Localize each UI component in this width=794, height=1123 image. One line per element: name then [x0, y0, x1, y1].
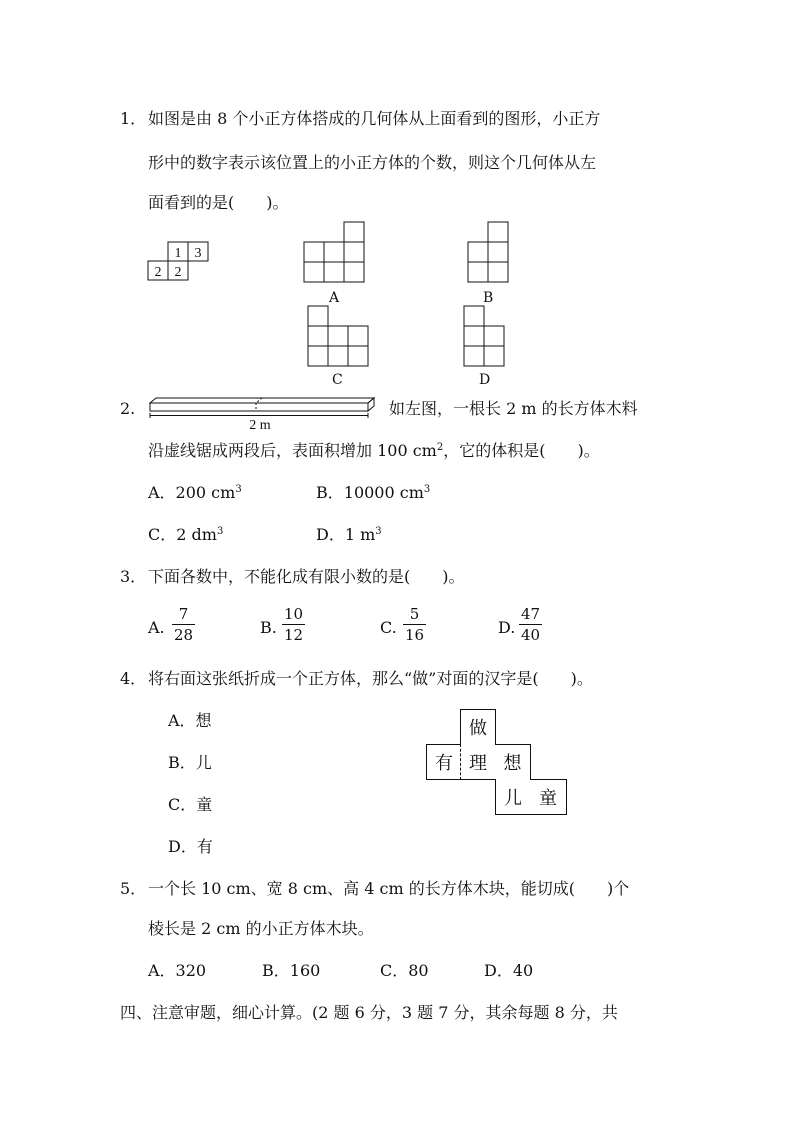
q3-option-a-label[interactable]: A.: [148, 618, 165, 637]
net-cell: 想: [495, 744, 531, 780]
q1-grid-number: 2: [154, 265, 162, 280]
q2-option-a[interactable]: A．200 $cm^3$: [148, 483, 242, 502]
net-cell: 做: [460, 709, 496, 745]
q2-number: 2.: [120, 399, 136, 418]
net-cell: 儿: [495, 779, 531, 815]
fraction-numerator: 7: [178, 605, 189, 623]
q1-grid-number: 3: [194, 246, 202, 261]
q3-option-d-fraction: [519, 605, 542, 644]
fraction-denominator: 40: [521, 626, 541, 644]
q5-text-line2: 棱长是 2 cm 的小正方体木块。: [148, 919, 374, 938]
q4-option-b[interactable]: B．儿: [168, 753, 212, 772]
q1-top-view-figure: [146, 240, 212, 282]
q1-option-c-figure: [306, 304, 372, 370]
fraction-denominator: 28: [174, 626, 194, 644]
q3-number: 3．: [120, 567, 147, 586]
q4-text: 将右面这张纸折成一个正方体，那么“做”对面的汉字是( )。: [148, 669, 593, 688]
net-cell: 童: [530, 779, 567, 815]
section-4-heading: 四、注意审题，细心计算。(2 题 6 分，3 题 7 分，其余每题 8 分，共: [120, 1003, 618, 1022]
q5-number: 5．: [120, 879, 147, 898]
q2-option-b[interactable]: B．10000 $cm^3$: [316, 483, 431, 502]
q4-option-d[interactable]: D．有: [168, 837, 213, 856]
fraction-denominator: 16: [405, 626, 425, 644]
q1-option-d-figure: [462, 304, 508, 370]
q1-option-a-label[interactable]: A: [329, 290, 340, 306]
q2-option-c[interactable]: C．2 $dm^3$: [148, 525, 224, 544]
q1-text-line1: 如图是由 8 个小正方体搭成的几何体从上面看到的图形，小正方: [148, 109, 601, 128]
q1-option-c-label[interactable]: C: [332, 372, 343, 388]
q5-option-a[interactable]: A．320: [148, 961, 207, 980]
q5-option-c[interactable]: C．80: [380, 961, 429, 980]
q1-grid-number: 2: [174, 265, 182, 280]
q4-option-c[interactable]: C．童: [168, 795, 213, 814]
q3-option-b-label[interactable]: B.: [260, 618, 277, 637]
q1-text-line3: 面看到的是( )。: [148, 193, 289, 212]
q4-option-a[interactable]: A．想: [168, 711, 212, 730]
q1-option-b-figure: [466, 220, 512, 286]
q2-text-line2: 沿虚线锯成两段后，表面积增加 100 $cm^2$，它的体积是( )。: [148, 441, 600, 460]
q2-beam-figure: [148, 396, 378, 432]
net-cell: 理: [460, 744, 496, 780]
q1-text-line2: 形中的数字表示该位置上的小正方体的个数，则这个几何体从左: [148, 153, 597, 172]
q3-option-b-fraction: [282, 605, 305, 644]
q3-option-a-fraction: [172, 605, 195, 644]
net-cell: 有: [426, 744, 461, 780]
q1-grid-number: 1: [174, 246, 182, 261]
q1-option-b-label[interactable]: B: [483, 290, 494, 306]
fraction-numerator: 47: [521, 605, 541, 623]
q3-option-c-fraction: [403, 605, 426, 644]
q5-option-b[interactable]: B．160: [262, 961, 321, 980]
q1-option-a-figure: [302, 220, 368, 286]
q3-text: 下面各数中，不能化成有限小数的是( )。: [148, 567, 465, 586]
q2-text-line1: 如左图，一根长 2 m 的长方体木料: [389, 399, 638, 418]
q1-option-d-label[interactable]: D: [479, 372, 491, 388]
fraction-numerator: 10: [284, 605, 304, 623]
q1-number: 1．: [120, 109, 147, 128]
fraction-numerator: 5: [409, 605, 420, 623]
q3-option-c-label[interactable]: C.: [380, 618, 397, 637]
q4-number: 4．: [120, 669, 147, 688]
q3-option-d-label[interactable]: D.: [498, 618, 516, 637]
fraction-denominator: 12: [284, 626, 304, 644]
q2-option-d[interactable]: D．1 $m^3$: [316, 525, 382, 544]
q5-text-line1: 一个长 10 cm、宽 8 cm、高 4 cm 的长方体木块，能切成( )个: [148, 879, 630, 898]
q5-option-d[interactable]: D．40: [484, 961, 534, 980]
q2-beam-label: 2 m: [249, 418, 271, 432]
